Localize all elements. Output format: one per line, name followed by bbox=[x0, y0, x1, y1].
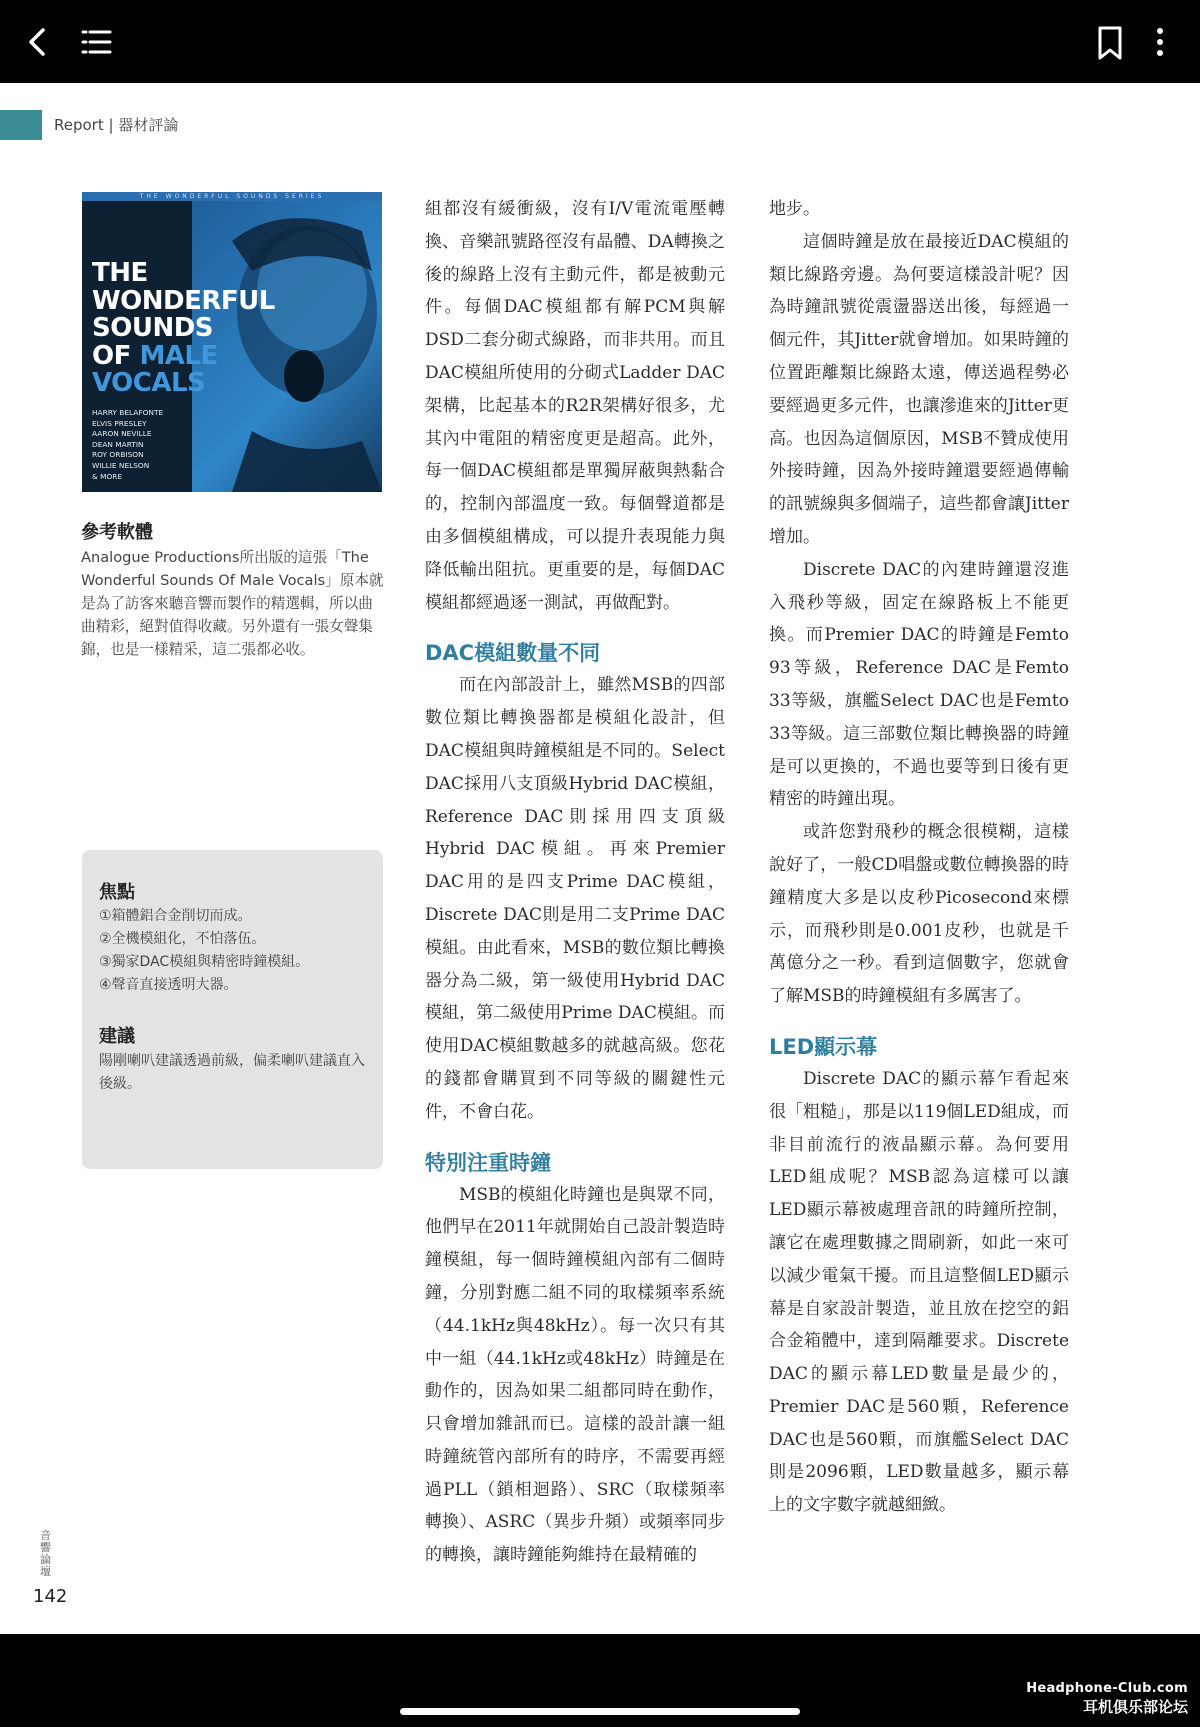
paragraph: 地步。 bbox=[769, 199, 820, 219]
paragraph: 或許您對飛秒的概念很模糊，這樣說好了，一般CD唱盤或數位轉換器的時鐘精度大多是以皮秒Picosecond來標示，而飛秒則是0.001皮秒，也就是千萬億分之一秒。看到這個數字，您就會了解MSB的時鐘模組有多厲害了。 bbox=[769, 822, 1069, 1007]
cover-artist: HARRY BELAFONTE bbox=[92, 408, 164, 417]
paragraph: Discrete DAC的內建時鐘還沒進入飛秒等級，固定在線路板上不能更換。而Premier DAC的時鐘是Femto 93等級，Reference DAC是Femto 33等級，旗艦Select DAC也是Femto 33等級。這三部數位類比轉換器的時鐘是可以更換的，不過也要等到日後有更精密的時鐘出現。 bbox=[769, 559, 1069, 810]
cover-artist: & MORE bbox=[92, 471, 123, 481]
cover-title-line: WONDERFUL bbox=[92, 285, 275, 316]
subheading: DAC模組數量不同 bbox=[425, 641, 601, 666]
advice-heading: 建議 bbox=[99, 1026, 135, 1047]
paragraph: Discrete DAC的顯示幕乍看起來很「粗糙」，那是以119個LED組成，而非目前流行的液晶顯示幕。為何要用LED組成呢？MSB認為這樣可以讓LED顯示幕被處理音訊的時鐘所控制，讓它在處理數據之間刷新，如此一來可以減少電氣干擾。而且這整個LED顯示幕是自家設計製造，並且放在挖空的鋁合金箱體中，達到隔離要求。Discrete DAC的顯示幕LED數量是最少的，Premier DAC是560顆，Reference DAC也是560顆，而旗艦Select DAC則是2096顆，LED數量越多，顯示幕上的文字數字就越細緻。 bbox=[769, 1068, 1069, 1516]
page-number: 142 bbox=[33, 1586, 68, 1607]
reader-toolbar bbox=[0, 0, 1200, 83]
focus-item: ④聲音直接透明大器。 bbox=[99, 977, 238, 993]
bookmark-icon[interactable] bbox=[1088, 20, 1132, 64]
caption-heading: 參考軟體 bbox=[81, 522, 153, 543]
more-vertical-icon[interactable] bbox=[1140, 20, 1184, 64]
cover-artist: DEAN MARTIN bbox=[92, 439, 144, 449]
paragraph: 而在內部設計上，雖然MSB的四部數位類比轉換器都是模組化設計，但DAC模組與時鐘模組是不同的。Select DAC採用八支頂級Hybrid DAC模組，Reference DAC則採用四支頂級Hybrid DAC模組。再來Premier DAC用的是四支Prime DAC模組，Discrete DAC則是用二支Prime DAC模組。由此看來，MSB的數位類比轉換器分為二級，第一級使用Hybrid DAC模組，第二級使用Prime DAC模組。而使用DAC模組數越多的就越高級。您花的錢都會購買到不同等級的關鍵性元件，不會白花。 bbox=[425, 675, 725, 1122]
chevron-left-icon[interactable] bbox=[16, 20, 60, 64]
subheading: LED顯示幕 bbox=[769, 1034, 878, 1059]
focus-item: ②全機模組化，不怕落伍。 bbox=[99, 931, 266, 947]
caption-text: Analogue Productions所出版的這張「The Wonderful Sounds Of Male Vocals」原本就是為了訪客來聽音響而製作的精選輯，所以曲曲精彩，絕對值得收藏。另外還有一張女聲集錦，也是一樣精采，這二張都必收。 bbox=[81, 549, 384, 658]
magazine-name-vertical: 音響論壇 bbox=[40, 1529, 51, 1578]
section-color-tab bbox=[0, 110, 42, 140]
paragraph: MSB的模組化時鐘也是與眾不同，他們早在2011年就開始自己設計製造時鐘模組，每一個時鐘模組內部有二個時鐘，分別對應二組不同的取樣頻率系統（44.1kHz與48kHz）。每一次只有其中一組（44.1kHz或48kHz）時鐘是在動作的，因為如果二組都同時在動作，只會增加雜訊而已。這樣的設計讓一組時鐘統管內部所有的時序，不需要再經過PLL（鎖相迴路）、SRC（取樣頻率轉換）、ASRC（異步升頻）或頻率同步的轉換，讓時鐘能夠維持在最精確的 bbox=[425, 1184, 725, 1566]
cover-title-line: SOUNDS bbox=[92, 313, 214, 343]
album-cover-image bbox=[82, 192, 382, 492]
focus-box bbox=[82, 850, 383, 1169]
focus-heading: 焦點 bbox=[99, 882, 135, 903]
home-indicator[interactable] bbox=[400, 1708, 800, 1715]
cover-title-line bbox=[92, 340, 275, 371]
site-watermark bbox=[1026, 1680, 1188, 1716]
cover-artist: WILLIE NELSON bbox=[92, 460, 150, 470]
cover-series-label: THE WONDERFUL SOUNDS SERIES bbox=[139, 193, 325, 200]
paragraph: 這個時鐘是放在最接近DAC模組的類比線路旁邊。為何要這樣設計呢？因為時鐘訊號從震盪器送出後，每經過一個元件，其Jitter就會增加。如果時鐘的位置距離類比線路太遠，傳送過程勢必要經過更多元件，也讓滲進來的Jitter更高。也因為這個原因，MSB不贊成使用外接時鐘，因為外接時鐘還要經過傳輸的訊號線與多個端子，這些都會讓Jitter增加。 bbox=[769, 231, 1069, 547]
cover-artist: AARON NEVILLE bbox=[92, 429, 152, 439]
watermark-line: 耳机俱乐部论坛 bbox=[1082, 1698, 1188, 1716]
focus-item: ①箱體鋁合金削切而成。 bbox=[99, 908, 252, 924]
subheading: 特別注重時鐘 bbox=[425, 1150, 551, 1175]
paragraph: 組都沒有緩衝級，沒有I/V電流電壓轉換、音樂訊號路徑沒有晶體、DA轉換之後的線路上沒有主動元件，都是被動元件。每個DAC模組都有解PCM與解DSD二套分砌式線路，而非共用。而且DAC模組所使用的分砌式Ladder DAC架構，比起基本的R2R架構好很多，尤其內中電阻的精密度更是超高。此外，每一個DAC模組都是單獨屏蔽與熱黏合的，控制內部溫度一致。每個聲道都是由多個模組構成，可以提升表現能力與降低輸出阻抗。更重要的是，每個DAC模組都經過逐一測試，再做配對。 bbox=[425, 199, 725, 613]
cover-title-word: OF bbox=[92, 340, 131, 371]
list-icon[interactable] bbox=[74, 20, 118, 64]
article-column-2 bbox=[769, 193, 1069, 1522]
article-column-1 bbox=[425, 193, 725, 1572]
cover-title-word: MALE bbox=[139, 340, 218, 371]
focus-item: ③獨家DAC模組與精密時鐘模組。 bbox=[99, 954, 310, 970]
cover-title bbox=[92, 260, 275, 398]
cover-title-line: THE bbox=[92, 258, 148, 288]
cover-artist: ELVIS PRESLEY bbox=[92, 418, 147, 428]
watermark-line: Headphone-Club.com bbox=[1026, 1681, 1188, 1696]
advice-text: 陽剛喇叭建議透過前級，偏柔喇叭建議直入後級。 bbox=[99, 1053, 365, 1092]
cover-title-line: VOCALS bbox=[92, 368, 206, 398]
cover-artist: ROY ORBISON bbox=[92, 450, 144, 460]
cover-artist-list bbox=[92, 408, 163, 482]
section-header: Report | 器材評論 bbox=[54, 116, 179, 134]
